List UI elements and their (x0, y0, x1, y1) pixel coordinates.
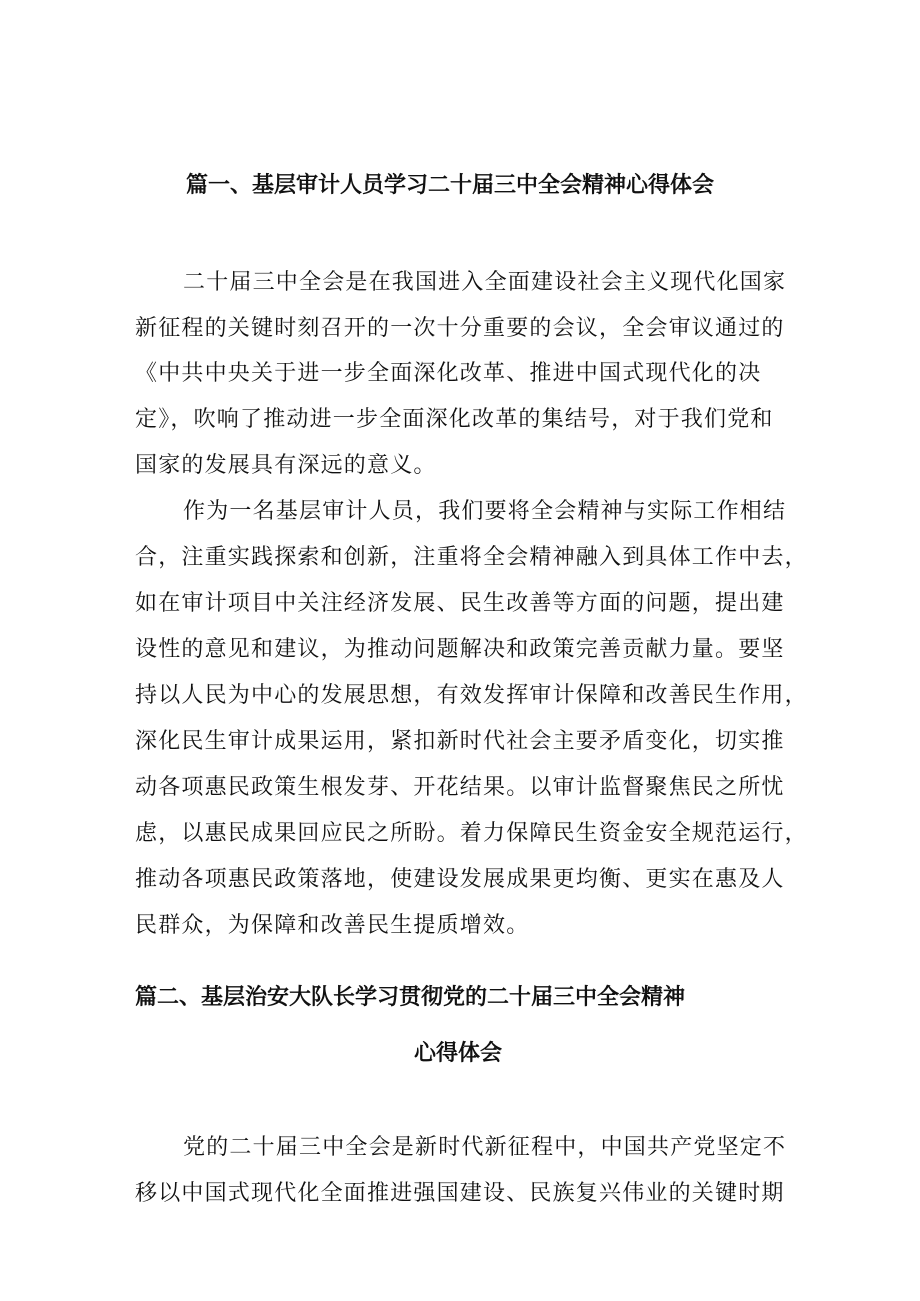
paragraph-line: 动各项惠民政策生根发芽、开花结果。以审计监督聚焦民之所忧 (135, 775, 785, 800)
paragraph-line: 国家的发展具有深远的意义。 (135, 453, 437, 478)
paragraph-line: 党的二十届三中全会是新时代新征程中，中国共产党坚定不 (183, 1135, 787, 1160)
paragraph-line: 如在审计项目中关注经济发展、民生改善等方面的问题，提出建 (135, 591, 785, 616)
paragraph-line: 移以中国式现代化全面推进强国建设、民族复兴伟业的关键时期 (135, 1181, 785, 1206)
paragraph-line: 民群众，为保障和改善民生提质增效。 (135, 913, 530, 938)
paragraph-line: 定》，吹响了推动进一步全面深化改革的集结号，对于我们党和 (135, 407, 774, 432)
paragraph-line: 设性的意见和建议，为推动问题解决和政策完善贡献力量。要坚 (135, 637, 785, 662)
paragraph-line: 二十届三中全会是在我国进入全面建设社会主义现代化国家 (183, 270, 787, 295)
paragraph-line: 合，注重实践探索和创新，注重将全会精神融入到具体工作中去， (135, 545, 808, 570)
paragraph-line: 作为一名基层审计人员，我们要将全会精神与实际工作相结 (183, 499, 787, 524)
paragraph-line: 深化民生审计成果运用，紧扣新时代社会主要矛盾变化，切实推 (135, 729, 785, 754)
section2-title-line1: 篇二、基层治安大队长学习贯彻党的二十届三中全会精神 (135, 985, 686, 1010)
paragraph-line: 推动各项惠民政策落地，使建设发展成果更均衡、更实在惠及人 (135, 867, 785, 892)
section1-title: 篇一、基层审计人员学习二十届三中全会精神心得体会 (186, 173, 715, 198)
paragraph-line: 《中共中央关于进一步全面深化改革、推进中国式现代化的决 (135, 361, 762, 386)
paragraph-line: 虑，以惠民成果回应民之所盼。着力保障民生资金安全规范运行， (135, 821, 808, 846)
section2-title-line2: 心得体会 (414, 1041, 503, 1066)
paragraph-line: 持以人民为中心的发展思想，有效发挥审计保障和改善民生作用， (135, 683, 808, 708)
paragraph-line: 新征程的关键时刻召开的一次十分重要的会议，全会审议通过的 (135, 316, 785, 341)
